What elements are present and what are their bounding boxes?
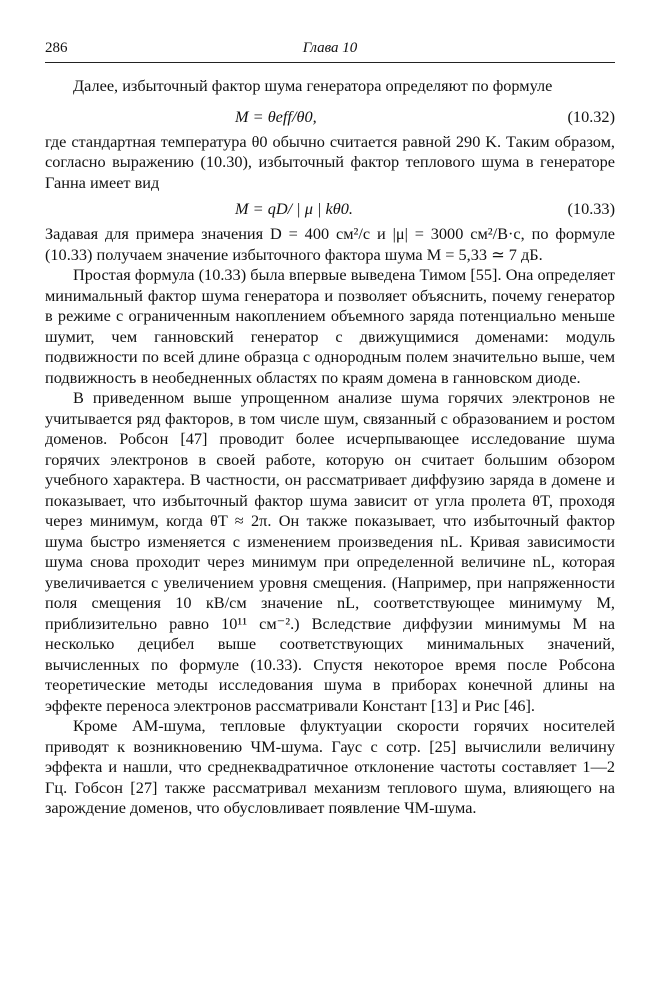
paragraph-5: В приведенном выше упрощенном анализе шума горячих электронов не учитывается ряд факторов, в том числе шум, связанный с образованием и ростом доменов. Робсон [47] проводит более исчерпывающее исследование шума горячих электронов в своей работе, которую он считает большим обзором учебного характера. В частности, он рассматривает диффузию заряда в домене и показывает, что избыточный фактор шума зависит от угла пролета θT, проходя через минимум, когда θT ≈ 2π. Он также показывает, что избыточный фактор шума быстро изменяется с изменением произведения nL. Кривая зависимости шума снова проходит через минимум при определенной величине nL, которая увеличивается с увеличением уровня смещения. (Например, при напряженности поля смещения 10 кВ/см значение nL, соответствующее минимуму M, приблизительно равно 10¹¹ см⁻².) Вследствие диффузии минимумы M на несколько децибел выше соответствующих минимальных значений, вычисленных по формуле (10.33). Спустя некоторое время после Робсона теоретические методы исследования шума в приборах конечной длины на эффекте переноса электронов рассматривали Констант [13] и Рис [46]. xyxy=(45,388,615,715)
paragraph-6: Кроме АМ-шума, тепловые флуктуации скорости горячих носителей приводят к возникновению ЧМ-шума. Гаус с сотр. [25] вычислили величину эффекта и нашли, что среднеквадратичное отклонение частоты составляет 1—2 Гц. Гобсон [27] также рассматривал механизм теплового шума, влияющего на зарождение доменов, что обусловливает появление ЧМ-шума. xyxy=(45,716,615,817)
paragraph-1: Далее, избыточный фактор шума генератора определяют по формуле xyxy=(73,76,553,95)
paragraph-4: Простая формула (10.33) была впервые выведена Тимом [55]. Она определяет минимальный фактор шума генератора и позволяет объяснить, почему генератор в режиме с ограниченным накоплением объемного заряда потенциально меньше шумит, чем ганновский генератор с движущимися доменами: модуль подвижности по всей длине образца с однородным полем значительно выше, чем подвижность в необедненных областях по краям домена в ганновском диоде. xyxy=(45,265,615,387)
equation-10-33 xyxy=(45,193,615,224)
paragraph-3: Задавая для примера значения D = 400 см²/с и |μ| = 3000 см²/В·с, по формуле (10.33) получаем значение избыточного фактора шума M = 5,33 ≃ 7 дБ. xyxy=(45,224,615,264)
chapter-title: Глава 10 xyxy=(302,40,358,56)
equation-number: (10.32) xyxy=(567,106,615,126)
equation-number: (10.33) xyxy=(567,199,615,218)
equation-10-32 xyxy=(45,101,615,132)
body-text xyxy=(45,76,615,819)
running-header xyxy=(45,38,615,63)
page-number: 286 xyxy=(45,40,68,56)
paragraph-2: где стандартная температура θ0 обычно считается равной 290 K. Таким образом, согласно выражению (10.30), избыточный фактор теплового шума в генераторе Ганна имеет вид xyxy=(45,131,615,192)
equation-formula: M = qD/ | μ | kθ0. xyxy=(235,199,353,218)
equation-formula: M = θeff/θ0, xyxy=(235,106,317,126)
